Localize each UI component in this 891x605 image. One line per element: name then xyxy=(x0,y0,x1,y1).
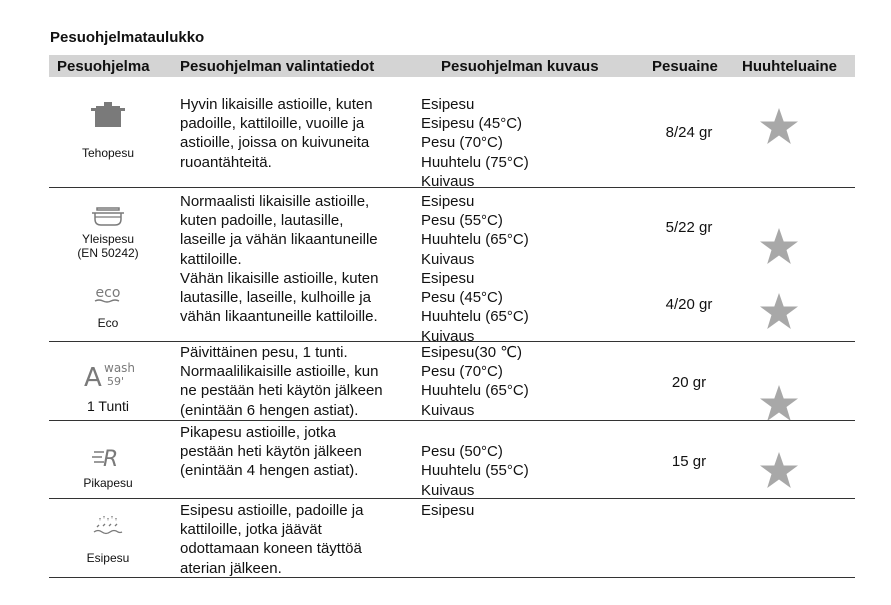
header-rinse-aid: Huuhteluaine xyxy=(742,58,838,75)
svg-text:59': 59' xyxy=(107,375,125,388)
detergent-amount: 5/22 gr xyxy=(665,219,713,236)
program-name: Tehopesu xyxy=(81,146,135,160)
pan-icon xyxy=(91,206,125,228)
selection-text: Päivittäinen pesu, 1 tunti. Normaalilikaisille astioille, kun ne pestään heti käytön jälkeen (enintään 6 hengen astiat). xyxy=(180,344,383,419)
header-selection: Pesuohjelman valintatiedot xyxy=(180,58,375,75)
description-text: Esipesu Pesu (55°C) Huuhtelu (65°C) Kuivaus xyxy=(421,193,529,268)
program-name: Pikapesu xyxy=(83,476,133,490)
page-title: Pesuohjelmataulukko xyxy=(50,29,205,46)
table-row xyxy=(49,421,855,499)
program-cell xyxy=(49,358,167,413)
program-cell xyxy=(49,102,167,160)
description-text: Esipesu Esipesu (45°C) Pesu (70°C) Huuhtelu (75°C) Kuivaus xyxy=(421,96,529,190)
pot-icon xyxy=(91,102,125,128)
svg-text:R: R xyxy=(103,447,119,470)
selection-text: Hyvin likaisille astioille, kuten padoille, kattiloille, vuoille ja astioille, joissa on kuivuneita ruoantähteitä. xyxy=(180,96,373,171)
prewash-icon xyxy=(91,515,125,539)
selection-text: Esipesu astioille, padoille ja kattiloille, jotka jäävät odottamaan koneen täyttöä aterian jälkeen. xyxy=(180,502,364,577)
program-cell xyxy=(49,444,167,490)
star-icon xyxy=(759,227,799,265)
detergent-amount: 20 gr xyxy=(671,374,707,391)
description-text: Esipesu(30 ℃) Pesu (70°C) Huuhtelu (65°C) Kuivaus xyxy=(421,344,529,419)
star-icon xyxy=(759,107,799,145)
program-cell xyxy=(49,515,167,565)
awash-icon xyxy=(80,358,136,388)
table-row xyxy=(49,342,855,421)
selection-text: Normaalisti likaisille astioille, kuten padoille, lautasille, laseille ja vähän likaantuneille kattiloille. xyxy=(180,193,378,268)
svg-text:eco: eco xyxy=(95,285,121,301)
selection-text: Vähän likaisille astioille, kuten lautasille, laseille, kulhoille ja vähän likaantuneille kattiloille. xyxy=(180,270,379,326)
row-divider xyxy=(49,577,855,578)
detergent-amount: 8/24 gr xyxy=(665,124,713,141)
detergent-amount: 15 gr xyxy=(671,453,707,470)
star-icon xyxy=(759,384,799,422)
table-row xyxy=(49,499,855,578)
description-text: Pesu (50°C) Huuhtelu (55°C) Kuivaus xyxy=(421,443,529,499)
program-name: Yleispesu (EN 50242) xyxy=(77,232,139,260)
table-row xyxy=(49,266,855,345)
star-icon xyxy=(759,292,799,330)
star-icon xyxy=(759,451,799,489)
table-row xyxy=(49,188,855,266)
quick-icon xyxy=(91,444,125,470)
eco-icon xyxy=(91,284,125,306)
program-cell xyxy=(49,206,167,260)
svg-text:A: A xyxy=(84,363,102,388)
detergent-amount: 4/20 gr xyxy=(665,296,713,313)
program-cell xyxy=(49,284,167,330)
description-text: Esipesu Pesu (45°C) Huuhtelu (65°C) Kuivaus xyxy=(421,270,529,345)
selection-text: Pikapesu astioille, jotka pestään heti käytön jälkeen (enintään 4 hengen astiat). xyxy=(180,424,362,480)
header-detergent: Pesuaine xyxy=(652,58,718,75)
header-description: Pesuohjelman kuvaus xyxy=(441,58,599,75)
svg-text:wash: wash xyxy=(104,361,136,375)
program-name: Eco xyxy=(97,316,119,330)
table-header xyxy=(49,55,855,77)
table-row xyxy=(49,78,855,188)
program-name: Esipesu xyxy=(86,551,130,565)
program-name: 1 Tunti xyxy=(86,398,130,414)
header-program: Pesuohjelma xyxy=(57,58,150,75)
description-text: Esipesu xyxy=(421,502,475,519)
